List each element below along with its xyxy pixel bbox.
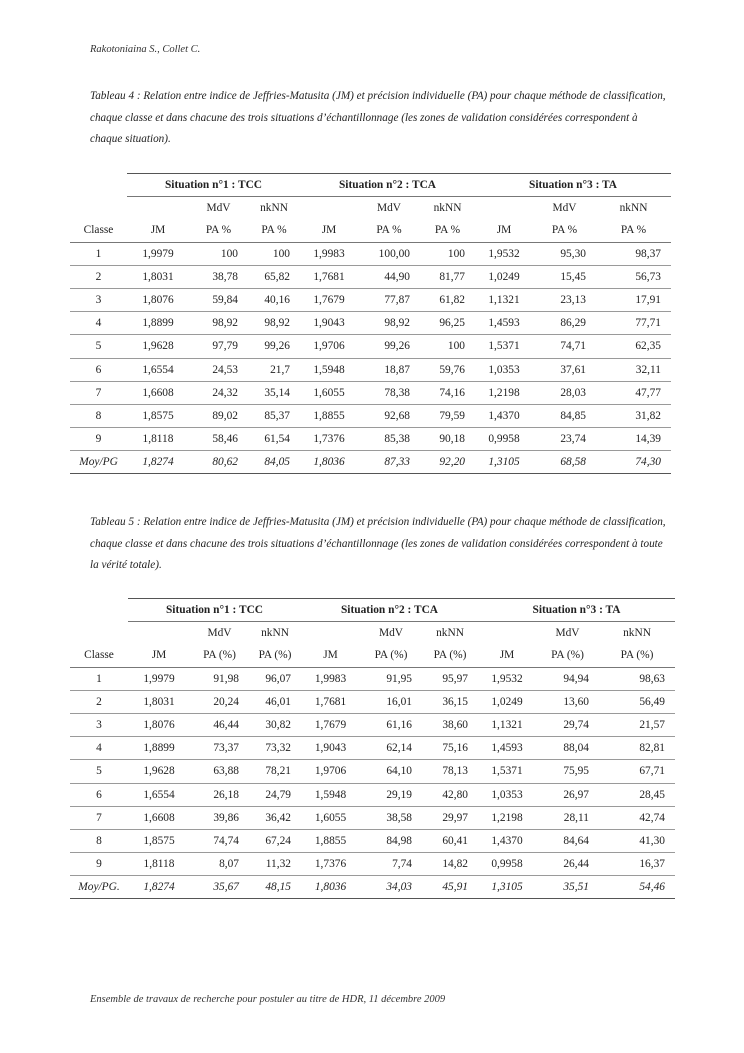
column-header: JM xyxy=(300,219,358,242)
column-header: JM xyxy=(475,219,533,242)
value-cell: 74,71 xyxy=(533,335,596,358)
method-nknn: nkNN xyxy=(599,622,675,645)
value-cell: 82,81 xyxy=(599,737,675,760)
value-cell: 32,11 xyxy=(596,358,671,381)
average-cell: 92,20 xyxy=(420,451,475,474)
value-cell: 1,8855 xyxy=(301,829,360,852)
situation-header: Situation n°3 : TA xyxy=(475,174,671,197)
method-mdv: MdV xyxy=(360,622,422,645)
value-cell: 1,4370 xyxy=(475,404,533,427)
column-header: PA % xyxy=(248,219,300,242)
average-row xyxy=(70,876,675,899)
column-header: PA (%) xyxy=(422,644,478,667)
empty-cell xyxy=(70,197,127,220)
value-cell: 81,77 xyxy=(420,265,475,288)
value-cell: 97,79 xyxy=(189,335,248,358)
value-cell: 91,98 xyxy=(190,667,249,690)
class-cell: 4 xyxy=(70,312,127,335)
value-cell: 85,38 xyxy=(358,428,420,451)
table4 xyxy=(70,173,671,474)
value-cell: 77,87 xyxy=(358,288,420,311)
value-cell: 84,98 xyxy=(360,829,422,852)
value-cell: 18,87 xyxy=(358,358,420,381)
value-cell: 86,29 xyxy=(533,312,596,335)
value-cell: 29,74 xyxy=(536,713,599,736)
value-cell: 99,26 xyxy=(358,335,420,358)
value-cell: 1,8031 xyxy=(128,690,190,713)
class-cell: 6 xyxy=(70,358,127,381)
value-cell: 1,2198 xyxy=(475,381,533,404)
value-cell: 8,07 xyxy=(190,853,249,876)
value-cell: 28,03 xyxy=(533,381,596,404)
method-mdv: MdV xyxy=(358,197,420,220)
value-cell: 1,7376 xyxy=(301,853,360,876)
method-mdv: MdV xyxy=(536,622,599,645)
value-cell: 1,7679 xyxy=(300,288,358,311)
table5-caption: Tableau 5 : Relation entre indice de Jeffries-Matusita (JM) et précision individuelle (PA) pour chaque méthode de classification, chaque classe et dans chacune des trois situations d’échantillonnage (les zones de validation considérées correspondent à toute la vérité totale). xyxy=(90,516,666,571)
column-header: PA % xyxy=(189,219,248,242)
value-cell: 61,82 xyxy=(420,288,475,311)
value-cell: 29,19 xyxy=(360,783,422,806)
page-footer: Ensemble de travaux de recherche pour postuler au titre de HDR, 11 décembre 2009 xyxy=(90,994,446,1005)
class-header: Classe xyxy=(70,644,128,667)
value-cell: 84,64 xyxy=(536,829,599,852)
class-cell: 7 xyxy=(70,381,127,404)
value-cell: 16,01 xyxy=(360,690,422,713)
value-cell: 74,74 xyxy=(190,829,249,852)
column-header: PA (%) xyxy=(360,644,422,667)
value-cell: 26,18 xyxy=(190,783,249,806)
value-cell: 62,35 xyxy=(596,335,671,358)
class-cell: 3 xyxy=(70,713,128,736)
value-cell: 38,58 xyxy=(360,806,422,829)
value-cell: 1,9706 xyxy=(301,760,360,783)
value-cell: 0,9958 xyxy=(478,853,536,876)
value-cell: 40,16 xyxy=(248,288,300,311)
value-cell: 1,5948 xyxy=(300,358,358,381)
column-header: PA (%) xyxy=(249,644,301,667)
value-cell: 62,14 xyxy=(360,737,422,760)
method-header-row xyxy=(70,197,671,220)
value-cell: 94,94 xyxy=(536,667,599,690)
value-cell: 31,82 xyxy=(596,404,671,427)
value-cell: 84,85 xyxy=(533,404,596,427)
empty-cell xyxy=(70,174,127,197)
value-cell: 1,9532 xyxy=(478,667,536,690)
empty-cell xyxy=(128,622,190,645)
value-cell: 56,73 xyxy=(596,265,671,288)
value-cell: 38,60 xyxy=(422,713,478,736)
average-cell: 54,46 xyxy=(599,876,675,899)
value-cell: 13,60 xyxy=(536,690,599,713)
value-cell: 24,53 xyxy=(189,358,248,381)
value-cell: 78,38 xyxy=(358,381,420,404)
method-mdv: MdV xyxy=(533,197,596,220)
value-cell: 17,91 xyxy=(596,288,671,311)
value-cell: 26,44 xyxy=(536,853,599,876)
value-cell: 56,49 xyxy=(599,690,675,713)
average-label: Moy/PG. xyxy=(70,876,128,899)
value-cell: 42,74 xyxy=(599,806,675,829)
column-header-row xyxy=(70,644,675,667)
value-cell: 1,8855 xyxy=(300,404,358,427)
value-cell: 14,82 xyxy=(422,853,478,876)
value-cell: 1,8076 xyxy=(127,288,189,311)
column-header: JM xyxy=(478,644,536,667)
value-cell: 96,25 xyxy=(420,312,475,335)
value-cell: 39,86 xyxy=(190,806,249,829)
value-cell: 1,8118 xyxy=(128,853,190,876)
table-row xyxy=(70,737,675,760)
average-cell: 1,8036 xyxy=(300,451,358,474)
empty-cell xyxy=(300,197,358,220)
average-cell: 48,15 xyxy=(249,876,301,899)
value-cell: 20,24 xyxy=(190,690,249,713)
value-cell: 1,4370 xyxy=(478,829,536,852)
method-header-row xyxy=(70,622,675,645)
average-cell: 35,51 xyxy=(536,876,599,899)
value-cell: 58,46 xyxy=(189,428,248,451)
value-cell: 1,8031 xyxy=(127,265,189,288)
average-cell: 34,03 xyxy=(360,876,422,899)
value-cell: 61,16 xyxy=(360,713,422,736)
value-cell: 59,76 xyxy=(420,358,475,381)
value-cell: 0,9958 xyxy=(475,428,533,451)
value-cell: 1,7376 xyxy=(300,428,358,451)
value-cell: 74,16 xyxy=(420,381,475,404)
average-cell: 45,91 xyxy=(422,876,478,899)
column-header: PA % xyxy=(596,219,671,242)
value-cell: 47,77 xyxy=(596,381,671,404)
class-cell: 4 xyxy=(70,737,128,760)
value-cell: 77,71 xyxy=(596,312,671,335)
value-cell: 1,8899 xyxy=(127,312,189,335)
method-nknn: nkNN xyxy=(596,197,671,220)
table-row xyxy=(70,829,675,852)
value-cell: 78,13 xyxy=(422,760,478,783)
value-cell: 79,59 xyxy=(420,404,475,427)
situation-header: Situation n°2 : TCA xyxy=(300,174,475,197)
situation-header: Situation n°2 : TCA xyxy=(301,599,478,622)
class-cell: 2 xyxy=(70,690,128,713)
value-cell: 11,32 xyxy=(249,853,301,876)
value-cell: 1,6554 xyxy=(127,358,189,381)
value-cell: 1,9983 xyxy=(301,667,360,690)
table-row xyxy=(70,312,671,335)
value-cell: 1,9628 xyxy=(128,760,190,783)
method-mdv: MdV xyxy=(189,197,248,220)
situation-header: Situation n°3 : TA xyxy=(478,599,675,622)
value-cell: 1,6554 xyxy=(128,783,190,806)
method-mdv: MdV xyxy=(190,622,249,645)
average-cell: 74,30 xyxy=(596,451,671,474)
value-cell: 90,18 xyxy=(420,428,475,451)
value-cell: 35,14 xyxy=(248,381,300,404)
value-cell: 98,37 xyxy=(596,242,671,265)
value-cell: 1,8076 xyxy=(128,713,190,736)
column-header: PA % xyxy=(533,219,596,242)
table-row xyxy=(70,265,671,288)
value-cell: 95,97 xyxy=(422,667,478,690)
average-row xyxy=(70,451,671,474)
empty-cell xyxy=(127,197,189,220)
average-cell: 1,8036 xyxy=(301,876,360,899)
average-cell: 84,05 xyxy=(248,451,300,474)
value-cell: 100 xyxy=(420,335,475,358)
class-cell: 1 xyxy=(70,242,127,265)
value-cell: 1,6608 xyxy=(127,381,189,404)
average-cell: 68,58 xyxy=(533,451,596,474)
table-row xyxy=(70,806,675,829)
column-header: PA % xyxy=(420,219,475,242)
situation-header-row xyxy=(70,599,675,622)
value-cell: 1,7681 xyxy=(301,690,360,713)
value-cell: 28,11 xyxy=(536,806,599,829)
average-cell: 1,3105 xyxy=(475,451,533,474)
table4-caption: Tableau 4 : Relation entre indice de Jeffries-Matusita (JM) et précision individuelle (PA) pour chaque méthode de classification, chaque classe et dans chacune des trois situations d’échantillonnage (les zones de validation considérées correspondent à chaque situation). xyxy=(90,90,666,145)
value-cell: 1,9043 xyxy=(300,312,358,335)
value-cell: 41,30 xyxy=(599,829,675,852)
average-cell: 1,3105 xyxy=(478,876,536,899)
value-cell: 1,9532 xyxy=(475,242,533,265)
table-row xyxy=(70,381,671,404)
table-row xyxy=(70,404,671,427)
table-row xyxy=(70,428,671,451)
value-cell: 29,97 xyxy=(422,806,478,829)
situation-header: Situation n°1 : TCC xyxy=(127,174,300,197)
value-cell: 95,30 xyxy=(533,242,596,265)
column-header: PA % xyxy=(358,219,420,242)
class-cell: 7 xyxy=(70,806,128,829)
value-cell: 1,2198 xyxy=(478,806,536,829)
average-label: Moy/PG xyxy=(70,451,127,474)
empty-cell xyxy=(475,197,533,220)
average-cell: 1,8274 xyxy=(127,451,189,474)
class-cell: 5 xyxy=(70,760,128,783)
value-cell: 1,0353 xyxy=(475,358,533,381)
value-cell: 1,4593 xyxy=(478,737,536,760)
situation-header: Situation n°1 : TCC xyxy=(128,599,301,622)
class-cell: 9 xyxy=(70,428,127,451)
value-cell: 24,32 xyxy=(189,381,248,404)
value-cell: 1,7679 xyxy=(301,713,360,736)
value-cell: 1,1321 xyxy=(478,713,536,736)
value-cell: 24,79 xyxy=(249,783,301,806)
value-cell: 78,21 xyxy=(249,760,301,783)
value-cell: 1,9979 xyxy=(128,667,190,690)
value-cell: 75,95 xyxy=(536,760,599,783)
average-cell: 1,8274 xyxy=(128,876,190,899)
class-cell: 9 xyxy=(70,853,128,876)
table-row xyxy=(70,242,671,265)
value-cell: 1,9706 xyxy=(300,335,358,358)
class-cell: 1 xyxy=(70,667,128,690)
value-cell: 98,92 xyxy=(189,312,248,335)
value-cell: 21,57 xyxy=(599,713,675,736)
value-cell: 96,07 xyxy=(249,667,301,690)
value-cell: 1,8118 xyxy=(127,428,189,451)
value-cell: 65,82 xyxy=(248,265,300,288)
value-cell: 98,92 xyxy=(248,312,300,335)
class-cell: 8 xyxy=(70,829,128,852)
value-cell: 46,01 xyxy=(249,690,301,713)
value-cell: 91,95 xyxy=(360,667,422,690)
value-cell: 44,90 xyxy=(358,265,420,288)
average-cell: 35,67 xyxy=(190,876,249,899)
column-header: JM xyxy=(301,644,360,667)
empty-cell xyxy=(478,622,536,645)
value-cell: 30,82 xyxy=(249,713,301,736)
value-cell: 7,74 xyxy=(360,853,422,876)
value-cell: 88,04 xyxy=(536,737,599,760)
method-nknn: nkNN xyxy=(248,197,300,220)
empty-cell xyxy=(70,622,128,645)
column-header: PA (%) xyxy=(599,644,675,667)
value-cell: 1,1321 xyxy=(475,288,533,311)
table-row xyxy=(70,358,671,381)
value-cell: 89,02 xyxy=(189,404,248,427)
value-cell: 85,37 xyxy=(248,404,300,427)
value-cell: 1,7681 xyxy=(300,265,358,288)
value-cell: 1,8899 xyxy=(128,737,190,760)
value-cell: 1,9983 xyxy=(300,242,358,265)
value-cell: 28,45 xyxy=(599,783,675,806)
table-row xyxy=(70,690,675,713)
value-cell: 61,54 xyxy=(248,428,300,451)
value-cell: 63,88 xyxy=(190,760,249,783)
empty-cell xyxy=(301,622,360,645)
table-row xyxy=(70,760,675,783)
value-cell: 1,4593 xyxy=(475,312,533,335)
value-cell: 100 xyxy=(420,242,475,265)
value-cell: 1,6608 xyxy=(128,806,190,829)
value-cell: 67,24 xyxy=(249,829,301,852)
value-cell: 98,63 xyxy=(599,667,675,690)
value-cell: 73,32 xyxy=(249,737,301,760)
value-cell: 15,45 xyxy=(533,265,596,288)
class-cell: 2 xyxy=(70,265,127,288)
column-header: PA (%) xyxy=(190,644,249,667)
class-header: Classe xyxy=(70,219,127,242)
value-cell: 100,00 xyxy=(358,242,420,265)
value-cell: 1,9043 xyxy=(301,737,360,760)
table-row xyxy=(70,335,671,358)
value-cell: 92,68 xyxy=(358,404,420,427)
value-cell: 1,8575 xyxy=(127,404,189,427)
empty-cell xyxy=(70,599,128,622)
column-header: JM xyxy=(127,219,189,242)
table-row xyxy=(70,853,675,876)
value-cell: 1,6055 xyxy=(300,381,358,404)
value-cell: 99,26 xyxy=(248,335,300,358)
class-cell: 6 xyxy=(70,783,128,806)
value-cell: 42,80 xyxy=(422,783,478,806)
average-cell: 80,62 xyxy=(189,451,248,474)
column-header: JM xyxy=(128,644,190,667)
value-cell: 14,39 xyxy=(596,428,671,451)
value-cell: 23,74 xyxy=(533,428,596,451)
value-cell: 1,5948 xyxy=(301,783,360,806)
table-row xyxy=(70,288,671,311)
value-cell: 100 xyxy=(248,242,300,265)
value-cell: 38,78 xyxy=(189,265,248,288)
value-cell: 1,9628 xyxy=(127,335,189,358)
value-cell: 1,0353 xyxy=(478,783,536,806)
table-row xyxy=(70,783,675,806)
table5 xyxy=(70,598,675,899)
value-cell: 1,0249 xyxy=(478,690,536,713)
class-cell: 5 xyxy=(70,335,127,358)
value-cell: 67,71 xyxy=(599,760,675,783)
class-cell: 8 xyxy=(70,404,127,427)
value-cell: 59,84 xyxy=(189,288,248,311)
situation-header-row xyxy=(70,174,671,197)
value-cell: 64,10 xyxy=(360,760,422,783)
value-cell: 1,5371 xyxy=(478,760,536,783)
value-cell: 26,97 xyxy=(536,783,599,806)
value-cell: 100 xyxy=(189,242,248,265)
value-cell: 36,15 xyxy=(422,690,478,713)
average-cell: 87,33 xyxy=(358,451,420,474)
running-header: Rakotoniaina S., Collet C. xyxy=(90,44,201,55)
value-cell: 16,37 xyxy=(599,853,675,876)
value-cell: 1,6055 xyxy=(301,806,360,829)
value-cell: 21,7 xyxy=(248,358,300,381)
value-cell: 1,8575 xyxy=(128,829,190,852)
value-cell: 36,42 xyxy=(249,806,301,829)
value-cell: 1,0249 xyxy=(475,265,533,288)
column-header-row xyxy=(70,219,671,242)
value-cell: 73,37 xyxy=(190,737,249,760)
value-cell: 98,92 xyxy=(358,312,420,335)
value-cell: 46,44 xyxy=(190,713,249,736)
method-nknn: nkNN xyxy=(422,622,478,645)
value-cell: 60,41 xyxy=(422,829,478,852)
class-cell: 3 xyxy=(70,288,127,311)
value-cell: 37,61 xyxy=(533,358,596,381)
value-cell: 23,13 xyxy=(533,288,596,311)
table-row xyxy=(70,667,675,690)
value-cell: 75,16 xyxy=(422,737,478,760)
table-row xyxy=(70,713,675,736)
method-nknn: nkNN xyxy=(420,197,475,220)
value-cell: 1,5371 xyxy=(475,335,533,358)
value-cell: 1,9979 xyxy=(127,242,189,265)
column-header: PA (%) xyxy=(536,644,599,667)
method-nknn: nkNN xyxy=(249,622,301,645)
